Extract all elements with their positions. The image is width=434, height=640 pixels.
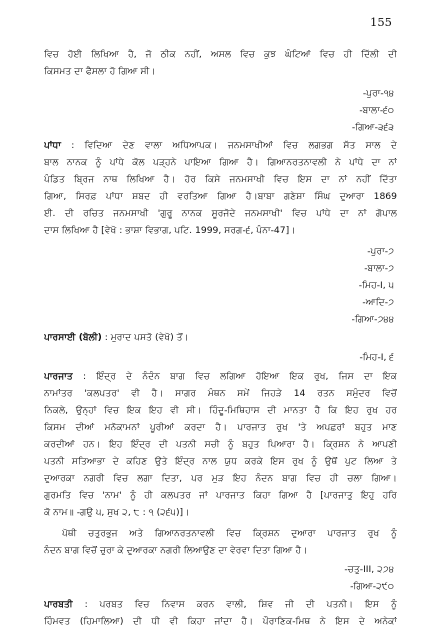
- entry-term: ਪਾਰਬਤੀ: [44, 599, 73, 610]
- entry-first-line: [44, 370, 397, 384]
- text-line: ਕੋ ਨਾਮ॥ -ਗਉ ੫, ਸੁਖ ੨, ੮ : ੧ (੨੬੫)]।: [44, 507, 190, 518]
- text-line: ਪੰਡਿਤ ਬ੍ਰਿਜ ਨਾਥ ਲਿਖਿਆ ਹੈ। ਹੋਰ ਕਿਸੇ ਜਨਮਸਾਖੀ ਵਿਚ ਇਸ ਦਾ ਨਾਂ ਨਹੀਂ ਦਿੱਤਾ: [44, 174, 397, 185]
- reference-line: -ਮਿਹ-I, ੫: [358, 280, 394, 291]
- text-line: ਦਾਸ ਲਿਖਿਆ ਹੈ [ਵੇਖੋ : ਭਾਸ਼ਾ ਵਿਭਾਗ, ਪਟਿ. 1999, ਸਰਗ-੬, ਪੰਨਾ-47]।: [44, 225, 296, 236]
- text-line: ਈ. ਦੀ ਰਚਿਤ ਜਨਮਸਾਖੀ 'ਗੁਰੂ ਨਾਨਕ ਸੂਰਜੋਦੇ ਜਨਮਸਾਖੀ' ਵਿਚ ਪਾਂਧੇ ਦਾ ਨਾਂ ਗੋਪਾਲ: [44, 208, 397, 219]
- entry-definition: : ਮੁਰਾਦ ਪਸਤੋ (ਵੇਖੋ) ਤੋਂ।: [104, 332, 189, 343]
- reference-line: -ਗਿਆ-੭੪੪: [351, 314, 394, 325]
- reference-line: -ਗਿਆ-੩੬੩: [351, 122, 394, 133]
- reference-line: -ਪੁਰਾ-੧੪: [362, 88, 394, 99]
- reference-line: -ਪੁਰਾ-੭: [367, 246, 394, 257]
- entry-definition: : ਇੰਦ੍ਰ ਦੇ ਨੰਦੰਨ ਬਾਗ ਵਿਚ ਲਗਿਆ ਹੋਇਆ ਇਕ ਰੁਖ, ਜਿਸ ਦਾ ਇਕ: [82, 371, 397, 382]
- reference-line: -ਮਿਹ-I, ੬: [359, 352, 394, 363]
- reference-line: -ਬਾਲਾ-੭: [364, 263, 394, 274]
- entry-term: ਪਾਰਸਾਈ (ਬੋਲੀ): [44, 332, 102, 343]
- text-line: ਬਾਲ ਨਾਨਕ ਨੂੰ ਪਾਂਧੇ ਕੋਲ ਪੜ੍ਹਨੇ ਪਾਇਆ ਗਿਆ ਹੈ। ਗਿਆਨਰਤਨਾਵਲੀ ਨੇ ਪਾਂਧੇ ਦਾ ਨਾਂ: [44, 157, 397, 168]
- entry-definition: : ਵਿਦਿਆ ਦੇਣ ਵਾਲਾ ਅਧਿਆਪਕ। ਜਨਮਸਾਖੀਆਂ ਵਿਚ ਲਗਭਗ ਸੱਤ ਸਾਲ ਦੇ: [71, 140, 397, 151]
- text-line: ਕਿਸਮਤ ਦਾ ਫੈਸਲਾ ਹੋ ਗਿਆ ਸੀ।: [44, 66, 156, 77]
- text-line: ਗੁਰਮਤਿ ਵਿਚ 'ਨਾਮ' ਨੂੰ ਹੀ ਕਲਪਤਰ ਜਾਂ ਪਾਰਜਾਤ ਕਿਹਾ ਗਿਆ ਹੈ [ਪਾਰਜਾਤੁ ਇਹੁ ਹਰਿ: [44, 490, 397, 501]
- entry-first-line: [44, 139, 397, 153]
- text-line: ਕਿਸਮ ਦੀਆਂ ਮਨੋਕਾਮਨਾਂ ਪੂਰੀਆਂ ਕਰਦਾ ਹੈ। ਪਾਰਜਾਤ ਰੁਖ 'ਤੇ ਅਪਛਰਾਂ ਬਹੁਤ ਮਾਣ: [44, 422, 397, 433]
- text-line: ਪਤਨੀ ਸਤਿਆਭਾ ਦੇ ਕਹਿਣ ਉਤੇ ਇੰਦ੍ਰ ਨਾਲ ਯੁਧ ਕਰਕੇ ਇਸ ਰੁਖ ਨੂੰ ਉਥੋਂ ਪੁਟ ਲਿਆ ਤੇ: [44, 456, 397, 467]
- text-line: ਨਾਮਾਂਤਰ 'ਕਲਪਤਰ' ਵੀ ਹੈ। ਸਾਗਰ ਮੰਥਨ ਸਮੇਂ ਜਿਹੜੇ 14 ਰਤਨ ਸਮੁੰਦਰ ਵਿਚੋਂ: [44, 388, 397, 399]
- text-line: ਨਿਕਲੇ, ਉਨ੍ਹਾਂ ਵਿਚ ਇਕ ਇਹ ਵੀ ਸੀ। ਹਿੰਦੂ-ਮਿਥਿਹਾਸ ਦੀ ਮਾਨਤਾ ਹੈ ਕਿ ਇਹ ਰੁਖ ਹਰ: [44, 405, 397, 416]
- text-line: ਨੰਦਨ ਬਾਗ ਵਿਚੋਂ ਚੁਰਾ ਕੇ ਦੁਆਰਕਾ ਨਗਰੀ ਲਿਆਉਣ ਦਾ ਵੇਰਵਾ ਦਿਤਾ ਗਿਆ ਹੈ।: [44, 545, 308, 556]
- entry-first-line: [44, 598, 397, 612]
- reference-line: -ਗਿਆ-੨੯੦: [350, 581, 394, 592]
- reference-line: -ਚਤੁ-III, ੨੭੪: [344, 564, 394, 575]
- text-line: ਦੁਆਰਕਾ ਨਗਰੀ ਵਿਚ ਲਗਾ ਦਿਤਾ, ਪਰ ਮੁੜ ਇਹ ਨੰਦਨ ਬਾਗ ਵਿਚ ਹੀ ਚਲਾ ਗਿਆ।: [44, 473, 397, 484]
- reference-line: -ਆਦਿ-੭: [362, 297, 394, 308]
- entry-definition: : ਪਰਬਤ ਵਿਚ ਨਿਵਾਸ ਕਰਨ ਵਾਲੀ, ਸ਼ਿਵ ਜੀ ਦੀ ਪਤਨੀ। ਇਸ ਨੂੰ: [84, 599, 397, 610]
- text-line: ਗਿਆ, ਸਿਰਫ਼ ਪਾਂਧਾ ਸ਼ਬਦ ਹੀ ਵਰਤਿਆ ਗਿਆ ਹੈ।ਬਾਬਾ ਗਣੇਸ਼ਾ ਸਿੰਘ ਦੁਆਰਾ 1869: [44, 191, 397, 202]
- text-line: ਹਿੰਮਵਤ (ਹਿਮਾਲਿਆ) ਦੀ ਧੀ ਵੀ ਕਿਹਾ ਜਾਂਦਾ ਹੈ। ਪੌਰਾਣਿਕ-ਮਿਥ ਨੇ ਇਸ ਦੇ ਅਨੇਕਾਂ: [44, 616, 397, 627]
- text-line: ਕਰਦੀਆਂ ਹਨ। ਇਹ ਇੰਦ੍ਰ ਦੀ ਪਤਨੀ ਸਚੀ ਨੂੰ ਬਹੁਤ ਪਿਆਰਾ ਹੈ। ਕ੍ਰਿਸ਼ਨ ਨੇ ਆਪਣੀ: [44, 439, 397, 450]
- reference-line: -ਬਾਲਾ-੬੦: [359, 105, 394, 116]
- entry-first-line: [44, 331, 397, 345]
- entry-term: ਪਾਰਜਾਤ: [44, 371, 73, 382]
- text-line: ਵਿਚ ਹੋਈ ਲਿਖਿਆ ਹੈ, ਜੋ ਠੀਕ ਨਹੀਂ, ਅਸਲ ਵਿਚ ਕੁਝ ਘੰਟਿਆਂ ਵਿਚ ਹੀ ਦਿੱਲੀ ਦੀ: [44, 49, 397, 60]
- text-line: ਪੋਥੀ ਚਤੁਰਭੁਜ ਅਤੇ ਗਿਆਨਰਤਨਾਵਲੀ ਵਿਚ ਕ੍ਰਿਸ਼ਨ ਦੁਆਰਾ ਪਾਰਜਾਤ ਰੁਖ ਨੂੰ: [62, 528, 397, 539]
- entry-term: ਪਾਂਧਾ: [44, 140, 61, 151]
- page-number: 155: [370, 15, 392, 29]
